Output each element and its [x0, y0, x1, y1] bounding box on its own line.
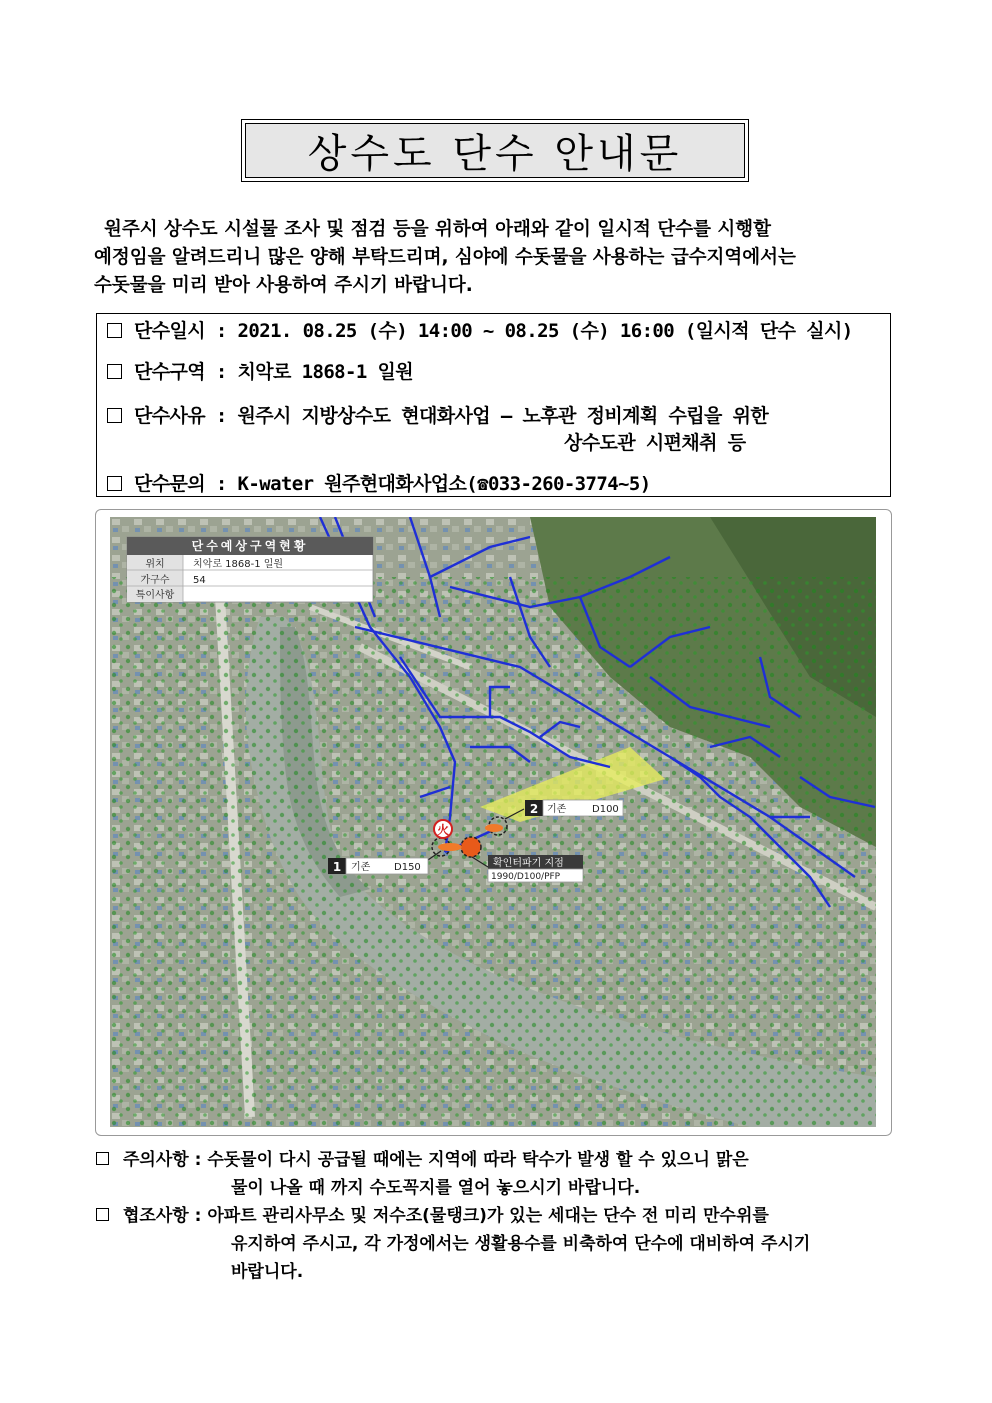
checkbox-icon: [107, 323, 122, 338]
checkbox-icon: [107, 408, 122, 423]
caution-row: [96, 1146, 810, 1174]
outage-info-box: [96, 313, 891, 497]
dig-point-spec: 1990/D100/PFP: [491, 872, 561, 882]
outage-area-row: [107, 357, 413, 384]
outage-date-row: [107, 316, 853, 343]
outage-reason-row: [107, 401, 768, 428]
marker-2-text: 기존: [547, 804, 567, 815]
caution-text: 수돗물이 다시 공급될 때에는 지역에 따라 탁수가 발생 할 수 있으니 맑은: [207, 1150, 749, 1170]
marker-2-pipe: D100: [592, 804, 619, 815]
legend-location-value: 치악로 1868-1 일원: [193, 559, 284, 570]
intro-paragraph: [94, 216, 899, 300]
legend-location-label: 위치: [145, 559, 165, 570]
intro-line: 예정임을 알려드리니 많은 양해 부탁드리며, 심야에 수돗물을 사용하는 급수지역에서는: [94, 247, 796, 268]
outage-reason-value: 원주시 지방상수도 현대화사업 – 노후관 정비계획 수립을 위한: [237, 405, 769, 427]
outage-date-value: 2021. 08.25 (수) 14:00 ~ 08.25 (수) 16:00 (일시적 단수 실시): [237, 320, 853, 342]
cooperation-text: 아파트 관리사무소 및 저수조(물탱크)가 있는 세대는 단수 전 미리 만수위를: [207, 1206, 769, 1226]
checkbox-icon: [96, 1208, 109, 1221]
legend-title: 단수예상구역현황: [191, 539, 309, 553]
legend-households-value: 54: [193, 575, 206, 586]
intro-line: 수돗물을 미리 받아 사용하여 주시기 바랍니다.: [94, 275, 473, 296]
outage-legend-table: [127, 537, 373, 602]
cooperation-text-end: 바랍니다.: [231, 1262, 304, 1282]
checkbox-icon: [96, 1152, 109, 1165]
checkbox-icon: [107, 476, 122, 491]
cooperation-label: 협조사항 :: [123, 1206, 202, 1226]
outage-area-value: 치악로 1868-1 일원: [237, 361, 414, 383]
checkbox-icon: [107, 364, 122, 379]
fire-hydrant-symbol: 火: [436, 823, 450, 837]
caution-text-continued: 물이 나올 때 까지 수도꼭지를 열어 놓으시기 바랍니다.: [231, 1178, 641, 1198]
dig-point-label: 확인터파기 지점: [493, 858, 564, 869]
outage-area-map: [110, 517, 876, 1127]
outage-area-label: 단수구역 :: [134, 361, 227, 383]
caution-label: 주의사항 :: [123, 1150, 202, 1170]
outage-contact-label: 단수문의 :: [134, 473, 227, 495]
marker-1-text: 기존: [351, 862, 371, 873]
cooperation-text-continued: 유지하여 주시고, 각 가정에서는 생활용수를 비축하여 단수에 대비하여 주시기: [231, 1234, 811, 1254]
outage-date-label: 단수일시 :: [134, 320, 227, 342]
marker-1-number: 1: [332, 860, 342, 874]
notes-section: [96, 1146, 810, 1286]
title-box: [241, 119, 749, 182]
intro-line: 원주시 상수도 시설물 조사 및 점검 등을 위하여 아래와 같이 일시적 단수를 시행할: [104, 219, 772, 240]
legend-households-label: 가구수: [140, 575, 170, 586]
outage-reason-continued: 상수도관 시편채취 등: [564, 432, 746, 454]
page-title: 상수도 단수 안내문: [245, 123, 745, 178]
outage-contact-value: K-water 원주현대화사업소(☎033-260-3774~5): [237, 473, 651, 495]
marker-1-pipe: D150: [394, 862, 421, 873]
legend-remarks-label: 특이사항: [135, 590, 175, 601]
cooperation-row: [96, 1202, 810, 1230]
outage-reason-label: 단수사유 :: [134, 405, 227, 427]
outage-contact-row: [107, 469, 651, 496]
marker-2-number: 2: [529, 802, 539, 816]
